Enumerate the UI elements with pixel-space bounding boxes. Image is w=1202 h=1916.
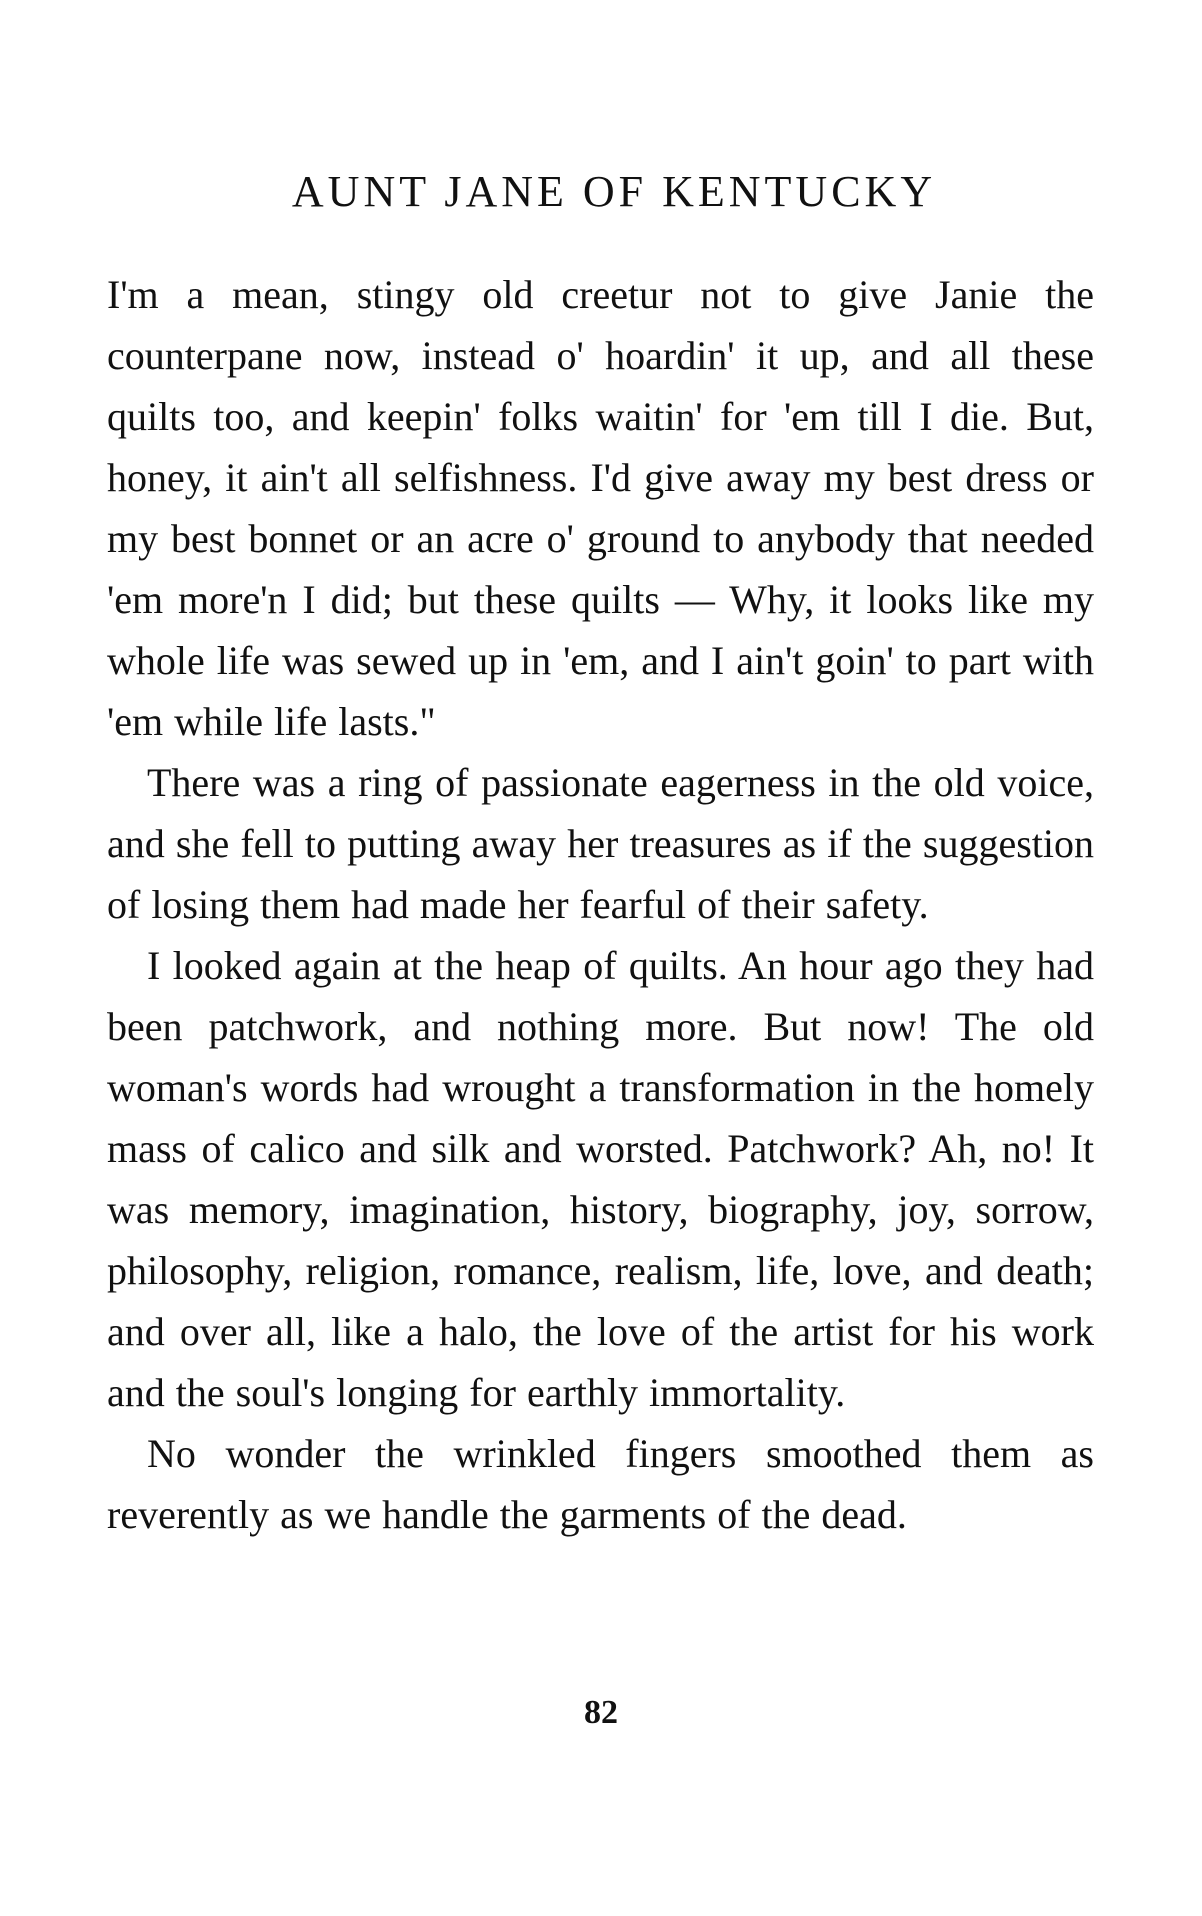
paragraph-2: There was a ring of passionate eagerness in the old voice, and she fell to putting away her treasures as if the suggestion of losing them had made her fearful of their safety. xyxy=(107,760,1094,927)
page-number: 82 xyxy=(584,1694,618,1731)
paragraph-3: I looked again at the heap of quilts. An hour ago they had been patchwork, and nothing more. But now! The old woman's words had wrought a transformation in the homely mass of calico and silk and worsted. Patchwork? Ah, no! It was memory, imagination, history, biography, joy, sorrow, philosophy, religion, romance, realism, life, love, and death; and over all, like a halo, the love of the artist for his work and the soul's longing for earthly immortality. xyxy=(107,943,1094,1415)
running-head: AUNT JANE OF KENTUCKY xyxy=(291,167,937,216)
paragraph-4: No wonder the wrinkled fingers smoothed them as reverently as we handle the garments of the dead. xyxy=(107,1431,1094,1537)
body-text xyxy=(107,264,1094,1545)
paragraph-1: I'm a mean, stingy old creetur not to give Janie the counterpane now, instead o' hoardin' it up, and all these quilts too, and keepin' folks waitin' for 'em till I die. But, honey, it ain't all selfishness. I'd give away my best dress or my best bonnet or an acre o' ground to anybody that needed 'em more'n I did; but these quilts — Why, it looks like my whole life was sewed up in 'em, and I ain't goin' to part with 'em while life lasts." xyxy=(107,272,1094,744)
